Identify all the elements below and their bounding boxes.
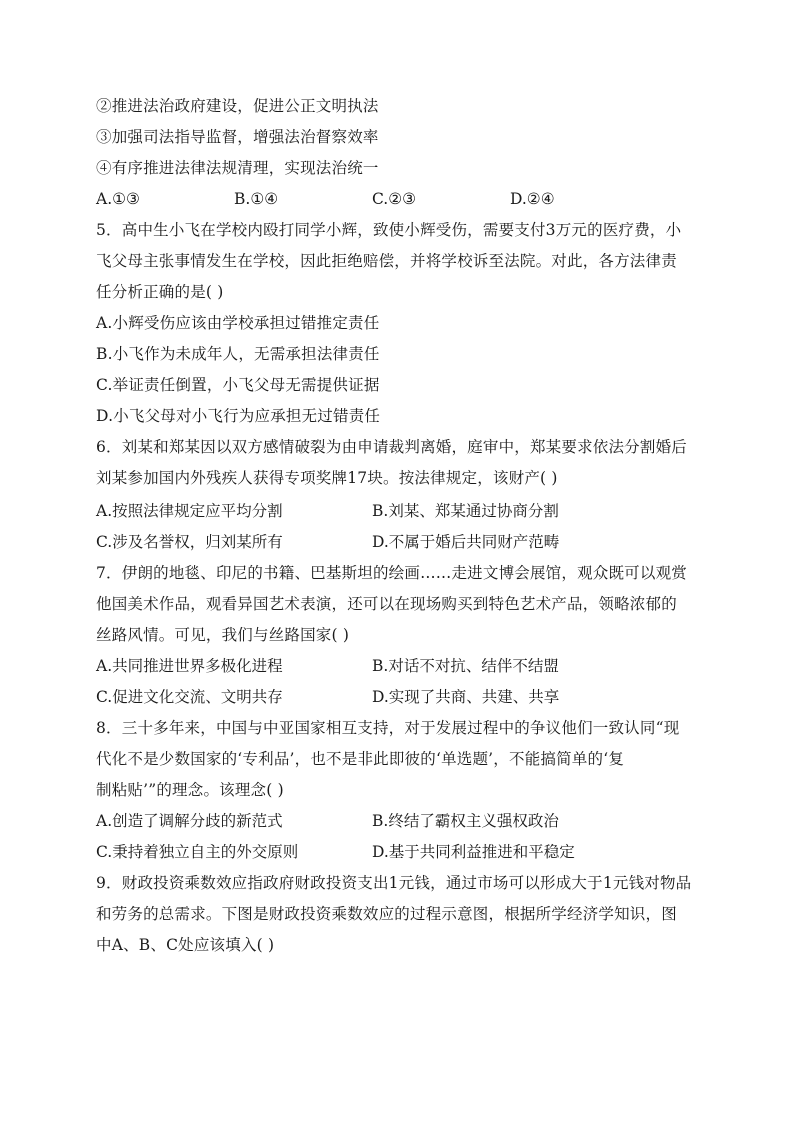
statement-3: ③加强司法指导监督，增强法治督察效率 <box>96 128 379 146</box>
q5-option-c: C.举证责任倒置，小飞父母无需提供证据 <box>96 376 380 394</box>
q9-stem-line-1: 9．财政投资乘数效应指政府财政投资支出1元钱，通过市场可以形成大于1元钱对物品 <box>96 874 692 892</box>
q6-stem-line-1: 6．刘某和郑某因以双方感情破裂为由申请裁判离婚，庭审中，郑某要求依法分割婚后 <box>96 438 687 456</box>
q8-option-b: B.终结了霸权主义强权政治 <box>372 812 559 830</box>
q8-option-d: D.基于共同利益推进和平稳定 <box>372 843 575 861</box>
q8-option-a: A.创造了调解分歧的新范式 <box>96 812 283 830</box>
q8-stem-line-3: 制粘贴’”的理念。该理念( ) <box>96 781 284 799</box>
q5-option-b: B.小飞作为未成年人，无需承担法律责任 <box>96 345 380 363</box>
q9-stem-line-2: 和劳务的总需求。下图是财政投资乘数效应的过程示意图，根据所学经济学知识，图 <box>96 905 677 923</box>
q6-option-d: D.不属于婚后共同财产范畴 <box>372 533 560 551</box>
q7-option-d: D.实现了共商、共建、共享 <box>372 688 560 706</box>
q7-option-c: C.促进文化交流、文明共存 <box>96 688 283 706</box>
q7-stem-line-2: 他国美术作品，观看异国艺术表演，还可以在现场购买到特色艺术产品，领略浓郁的 <box>96 595 677 613</box>
statement-4: ④有序推进法律法规清理，实现法治统一 <box>96 159 379 177</box>
statement-2: ②推进法治政府建设，促进公正文明执法 <box>96 97 379 115</box>
q7-option-b: B.对话不对抗、结伴不结盟 <box>372 657 559 675</box>
q8-option-c: C.秉持着独立自主的外交原则 <box>96 843 299 861</box>
q4-option-b: B.①④ <box>234 190 279 208</box>
q6-option-b: B.刘某、郑某通过协商分割 <box>372 502 559 520</box>
q8-stem-line-1: 8．三十多年来，中国与中亚国家相互支持，对于发展过程中的争议他们一致认同“现 <box>96 719 680 737</box>
q9-stem-line-3: 中A、B、C处应该填入( ) <box>96 936 275 954</box>
q8-stem-line-2: 代化不是少数国家的‘专利品’，也不是非此即彼的‘单选题’，不能搞简单的‘复 <box>96 750 625 768</box>
q4-option-a: A.①③ <box>96 190 140 208</box>
q6-stem-line-2: 刘某参加国内外残疾人获得专项奖牌17块。按法律规定，该财产( ) <box>96 469 558 487</box>
q7-option-a: A.共同推进世界多极化进程 <box>96 657 283 675</box>
q4-option-c: C.②③ <box>372 190 417 208</box>
q6-option-a: A.按照法律规定应平均分割 <box>96 502 283 520</box>
q5-stem-line-3: 任分析正确的是( ) <box>96 283 224 301</box>
q7-stem-line-1: 7．伊朗的地毯、印尼的书籍、巴基斯坦的绘画……走进文博会展馆，观众既可以观赏 <box>96 564 687 582</box>
q5-option-a: A.小辉受伤应该由学校承担过错推定责任 <box>96 314 380 332</box>
q5-stem-line-1: 5．高中生小飞在学校内殴打同学小辉，致使小辉受伤，需要支付3万元的医疗费，小 <box>96 221 682 239</box>
q4-option-d: D.②④ <box>510 190 555 208</box>
q5-stem-line-2: 飞父母主张事情发生在学校，因此拒绝赔偿，并将学校诉至法院。对此，各方法律责 <box>96 252 677 270</box>
q5-option-d: D.小飞父母对小飞行为应承担无过错责任 <box>96 407 381 425</box>
q7-stem-line-3: 丝路风情。可见，我们与丝路国家( ) <box>96 626 350 644</box>
q6-option-c: C.涉及名誉权，归刘某所有 <box>96 533 283 551</box>
